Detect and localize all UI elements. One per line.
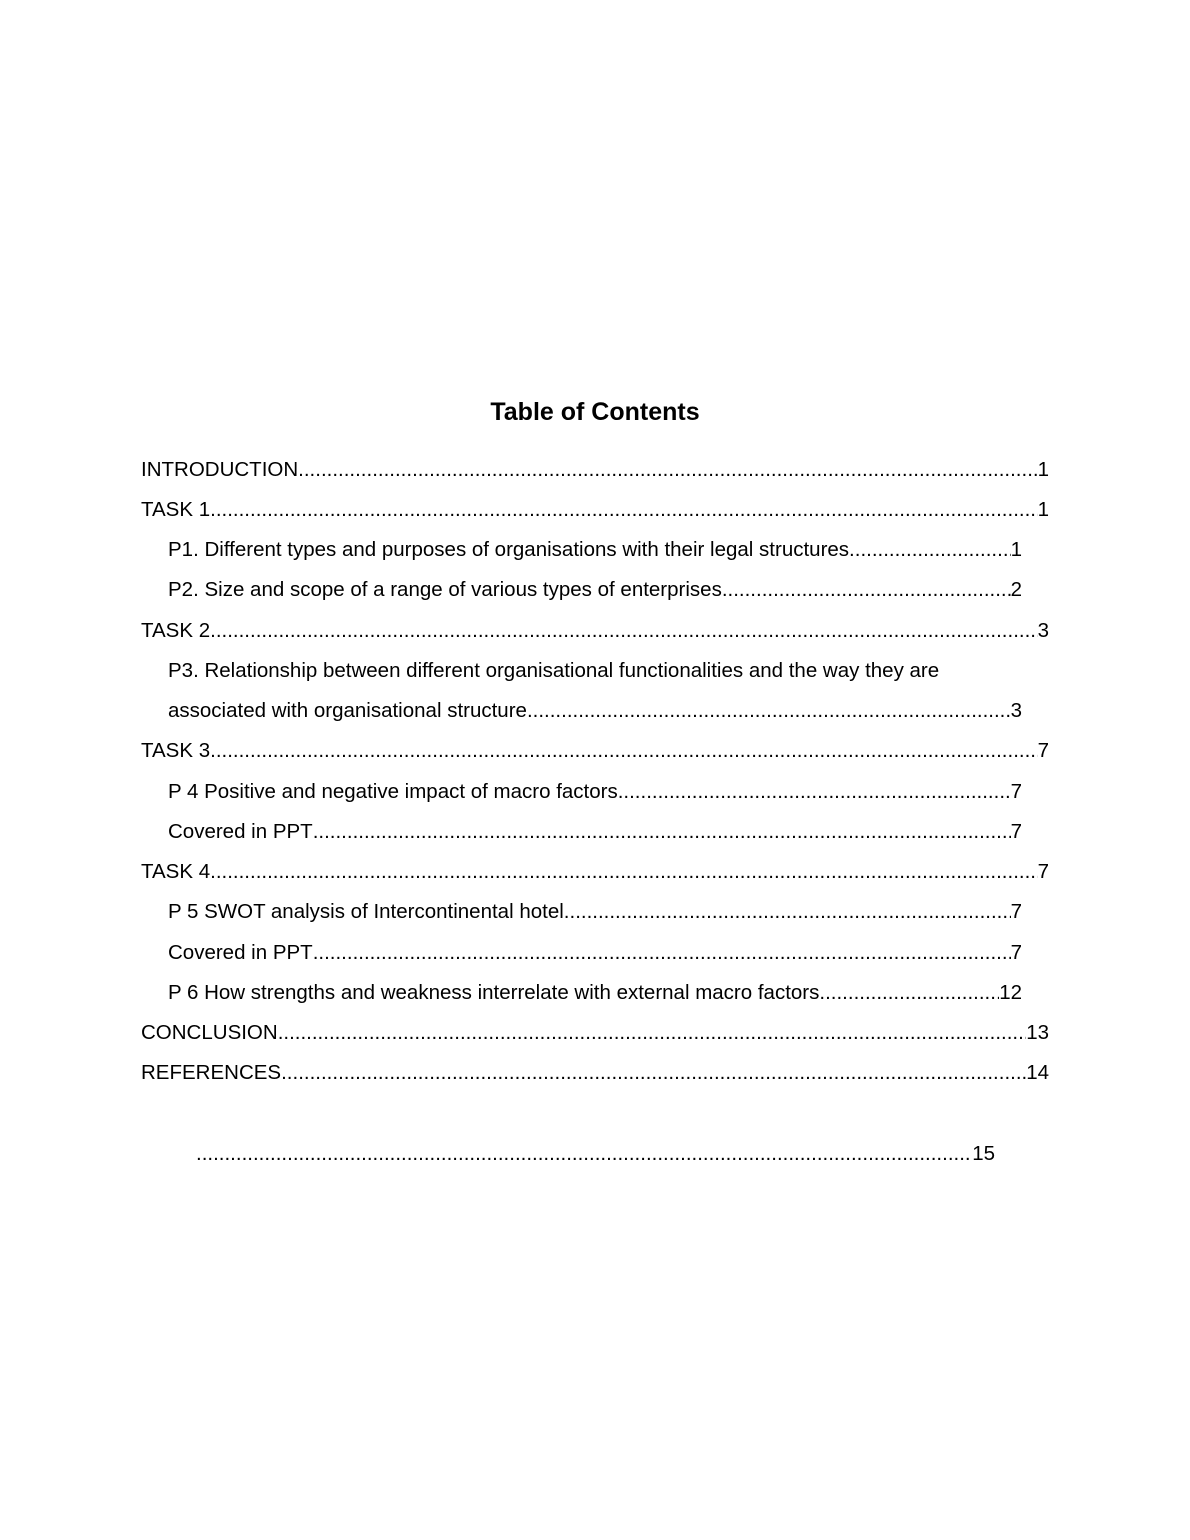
- leader-dots: [313, 940, 1011, 966]
- leader-dots: [527, 698, 1011, 724]
- toc-entry[interactable]: [141, 738, 1049, 764]
- entry-text: P 5 SWOT analysis of Intercontinental hotel: [168, 900, 564, 923]
- entry-text: Covered in PPT: [168, 941, 313, 964]
- toc-entry-line1[interactable]: P3. Relationship between different organisational functionalities and the way they are: [168, 659, 940, 682]
- entry-page: 7: [1010, 900, 1022, 923]
- entry-page: 13: [1026, 1021, 1049, 1044]
- entry-page: 7: [1010, 780, 1022, 803]
- toc-entry[interactable]: [168, 899, 1022, 925]
- leader-dots: [210, 497, 1037, 523]
- toc-entry[interactable]: [168, 940, 1022, 966]
- leader-dots: [196, 1141, 972, 1167]
- entry-page: 3: [1010, 699, 1022, 722]
- toc-entry[interactable]: [141, 1020, 1049, 1046]
- toc-entry[interactable]: [168, 698, 1022, 724]
- toc-entry[interactable]: [141, 1060, 1049, 1086]
- entry-page: 7: [1010, 941, 1022, 964]
- entry-page: 7: [1037, 739, 1049, 762]
- entry-text: INTRODUCTION: [141, 458, 299, 481]
- entry-text: Covered in PPT: [168, 820, 313, 843]
- entry-page: 14: [1026, 1061, 1049, 1084]
- entry-text: CONCLUSION: [141, 1021, 278, 1044]
- entry-text: P 6 How strengths and weakness interrelate with external macro factors: [168, 981, 820, 1004]
- toc-entry[interactable]: [168, 980, 1022, 1006]
- entry-text: TASK 4: [141, 860, 211, 883]
- toc-entry[interactable]: [168, 819, 1022, 845]
- leader-dots: [281, 1060, 1026, 1086]
- entry-page: 12: [999, 981, 1022, 1004]
- entry-text: TASK 1: [141, 498, 211, 521]
- leader-dots: [210, 618, 1037, 644]
- toc-entry[interactable]: [168, 537, 1022, 563]
- leader-dots: [278, 1020, 1027, 1046]
- leader-dots: [618, 779, 1011, 805]
- entry-page: 1: [1037, 458, 1049, 481]
- entry-text: P1. Different types and purposes of organisations with their legal structures: [168, 538, 850, 561]
- leader-dots: [313, 819, 1011, 845]
- toc-entry[interactable]: [168, 779, 1022, 805]
- leader-dots: [722, 577, 1011, 603]
- toc-entry[interactable]: [141, 497, 1049, 523]
- entry-page: 1: [1010, 538, 1022, 561]
- leader-dots: [210, 859, 1037, 885]
- entry-text: TASK 3: [141, 739, 211, 762]
- entry-page: 2: [1010, 578, 1022, 601]
- toc-title: Table of Contents: [490, 398, 700, 426]
- entry-text: REFERENCES: [141, 1061, 282, 1084]
- toc-entry[interactable]: [141, 618, 1049, 644]
- entry-page: 3: [1037, 619, 1049, 642]
- leader-dots: [210, 738, 1037, 764]
- entry-page: 7: [1010, 820, 1022, 843]
- toc-entry[interactable]: [168, 577, 1022, 603]
- toc-entry[interactable]: [196, 1141, 995, 1167]
- entry-page: 15: [972, 1142, 995, 1165]
- leader-dots: [564, 899, 1011, 925]
- leader-dots: [849, 537, 1011, 563]
- entry-text: P2. Size and scope of a range of various types of enterprises: [168, 578, 722, 601]
- toc-entry[interactable]: [141, 457, 1049, 483]
- entry-page: 1: [1037, 498, 1049, 521]
- entry-text: P 4 Positive and negative impact of macro factors: [168, 780, 618, 803]
- entry-page: 7: [1037, 860, 1049, 883]
- toc-entry[interactable]: [141, 859, 1049, 885]
- leader-dots: [298, 457, 1037, 483]
- leader-dots: [819, 980, 999, 1006]
- entry-text: TASK 2: [141, 619, 211, 642]
- entry-text: associated with organisational structure: [168, 699, 527, 722]
